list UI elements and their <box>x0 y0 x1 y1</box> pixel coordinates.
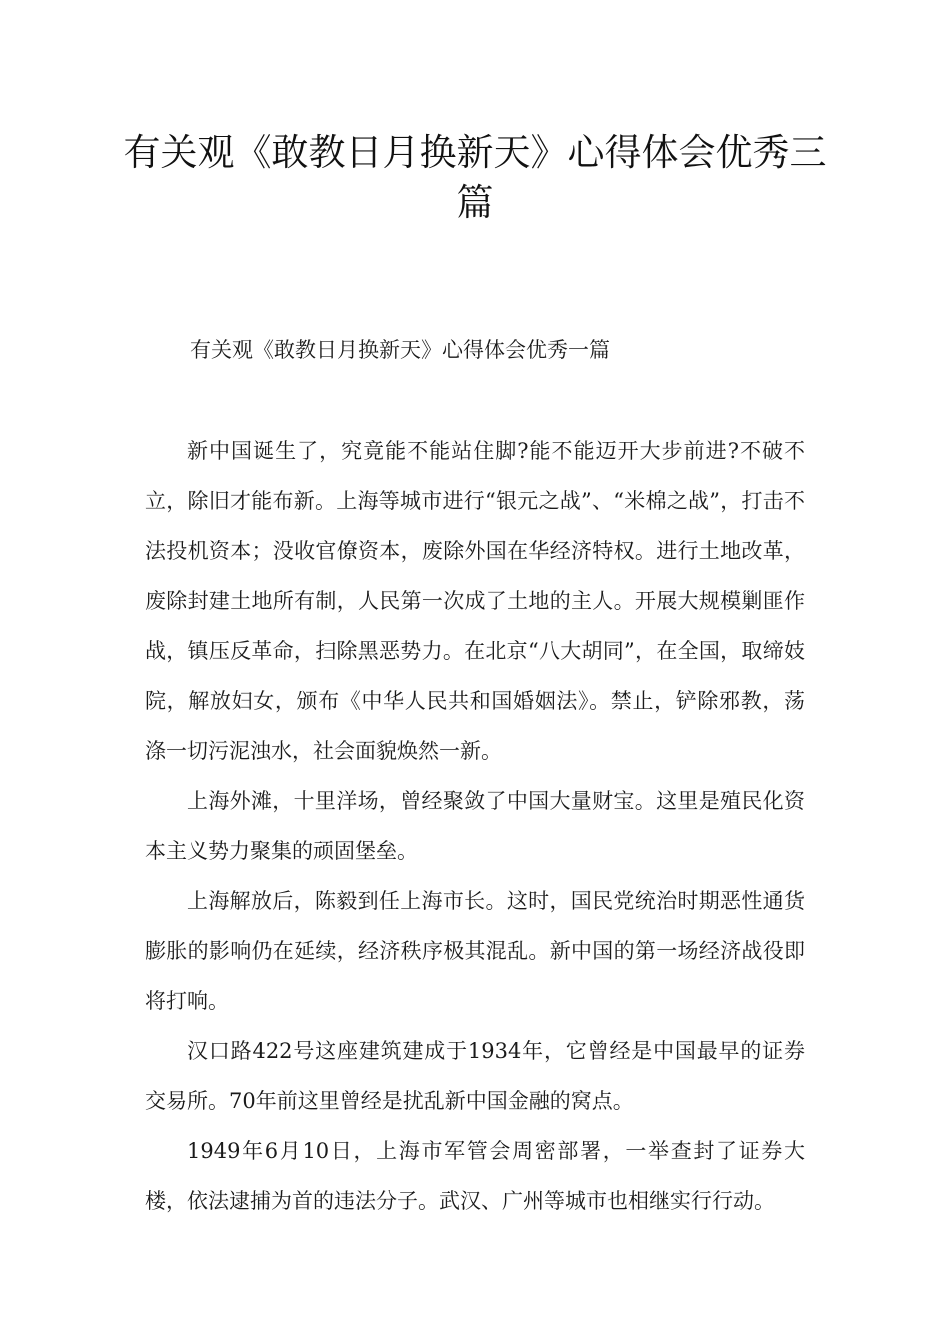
body-paragraph-5: 1949年6月10日，上海市军管会周密部署，一举查封了证券大楼，依法逮捕为首的违法分子。武汉、广州等城市也相继实行行动。 <box>145 1139 805 1213</box>
document-body <box>145 322 805 1226</box>
document-title: 有关观《敢教日月换新天》心得体会优秀三篇 <box>123 131 827 224</box>
body-paragraph-3: 上海解放后，陈毅到任上海市长。这时，国民党统治时期恶性通货膨胀的影响仍在延续，经济秩序极其混乱。新中国的第一场经济战役即将打响。 <box>145 889 805 1013</box>
section-spacer <box>145 378 805 426</box>
body-paragraph-1: 新中国诞生了，究竟能不能站住脚?能不能迈开大步前进?不破不立，除旧才能布新。上海等城市进行“银元之战”、“米棉之战”，打击不法投机资本；没收官僚资本，废除外国在华经济特权。进行土地改革，废除封建土地所有制，人民第一次成了土地的主人。开展大规模剿匪作战，镇压反革命，扫除黑恶势力。在北京“八大胡同”，在全国，取缔妓院，解放妇女，颁布《中华人民共和国婚姻法》。禁止，铲除邪教，荡涤一切污泥浊水，社会面貌焕然一新。 <box>145 439 805 763</box>
body-paragraph-2: 上海外滩，十里洋场，曾经聚敛了中国大量财宝。这里是殖民化资本主义势力聚集的顽固堡垒。 <box>145 789 805 863</box>
section-heading: 有关观《敢教日月换新天》心得体会优秀一篇 <box>190 338 610 362</box>
body-paragraph-4: 汉口路422号这座建筑建成于1934年，它曾经是中国最早的证券交易所。70年前这里曾经是扰乱新中国金融的窝点。 <box>145 1039 805 1113</box>
